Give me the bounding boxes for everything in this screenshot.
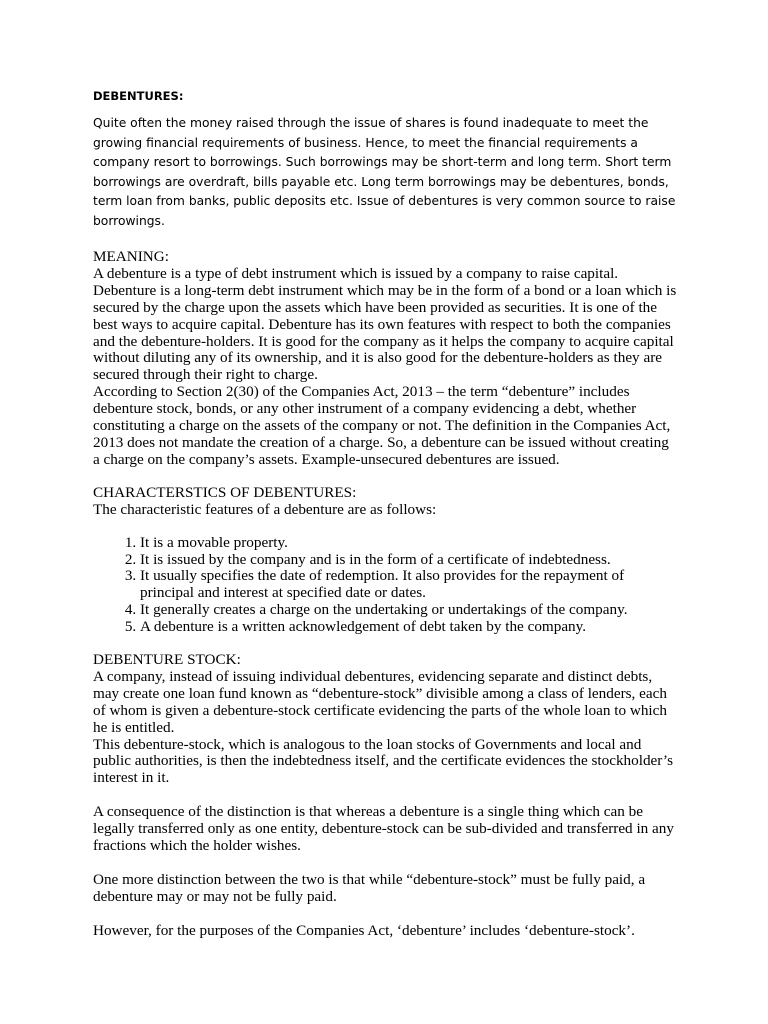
list-item: 3. It usually specifies the date of redemption. It also provides for the repayment of principal and interest at specified date or dates. bbox=[140, 568, 678, 602]
stock-paragraph-4: One more distinction between the two is that while “debenture-stock” must be fully paid, a debenture may or may not be fully paid. bbox=[93, 871, 646, 905]
list-item: 4. It generally creates a charge on the undertaking or undertakings of the company. bbox=[140, 602, 678, 619]
list-item: 1. It is a movable property. bbox=[140, 535, 678, 552]
stock-paragraph-3: A consequence of the distinction is that whereas a debenture is a single thing which can be legally transferred only as one entity, debenture-stock can be sub-divided and transferred in any fractions which the holder wishes. bbox=[93, 803, 674, 855]
stock-paragraph-2: This debenture-stock, which is analogous to the loan stocks of Governments and local and public authorities, is then the indebtedness itself, and the certificate evidences the stockholder’s interest in it. bbox=[93, 735, 674, 787]
meaning-paragraph-2: According to Section 2(30) of the Companies Act, 2013 – the term “debenture” includes debenture stock, bonds, or any other instrument of a company evidencing a debt, whether constituting a charge on the assets of the company or not. The definition in the Companies Act, 2013 does not mandate the creation of a charge. So, a debenture can be issued without creating a charge on the company’s assets. Example-unsecured debentures are issued. bbox=[93, 383, 671, 468]
stock-paragraph-1: A company, instead of issuing individual debentures, evidencing separate and distinct debts, may create one loan fund known as “debenture-stock” divisible among a class of lenders, each of whom is given a debenture-stock certificate evidencing the parts of the whole loan to which he is entitled. bbox=[93, 667, 667, 736]
characteristics-lead: The characteristic features of a debenture are as follows: bbox=[93, 500, 437, 518]
characteristics-heading: CHARACTERSTICS OF DEBENTURES: bbox=[93, 483, 357, 501]
characteristics-list bbox=[93, 535, 678, 636]
stock-paragraph-5: However, for the purposes of the Companies Act, ‘debenture’ includes ‘debenture-stock’. bbox=[93, 921, 635, 939]
document-body bbox=[93, 88, 678, 940]
intro-paragraph: Quite often the money raised through the issue of shares is found inadequate to meet the growing financial requirements of business. Hence, to meet the financial requirements a company resort to borrowings. Such borrowings may be short-term and long term. Short term borrowings are overdraft, bills payable etc. Long term borrowings may be debentures, bonds, term loan from banks, public deposits etc. Issue of debentures is very common source to raise borrowings. bbox=[93, 116, 676, 228]
document-title: DEBENTURES: bbox=[93, 89, 184, 103]
meaning-heading: MEANING: bbox=[93, 248, 169, 265]
list-item: 5. A debenture is a written acknowledgement of debt taken by the company. bbox=[140, 619, 678, 636]
meaning-paragraph-1: A debenture is a type of debt instrument which is issued by a company to raise capital. Debenture is a long-term debt instrument which may be in the form of a bond or a loan which is secured by the charge upon the assets which have been provided as securities. It is one of the best ways to acquire capital. Debenture has its own features with respect to both the companies and the debenture-holders. It is good for the company as it helps the company to acquire capital without diluting any of its ownership, and it is also good for the debenture-holders as they are secured through their right to charge. bbox=[93, 264, 677, 384]
debenture-stock-heading: DEBENTURE STOCK: bbox=[93, 651, 241, 669]
list-item: 2. It is issued by the company and is in the form of a certificate of indebtedness. bbox=[140, 552, 678, 569]
